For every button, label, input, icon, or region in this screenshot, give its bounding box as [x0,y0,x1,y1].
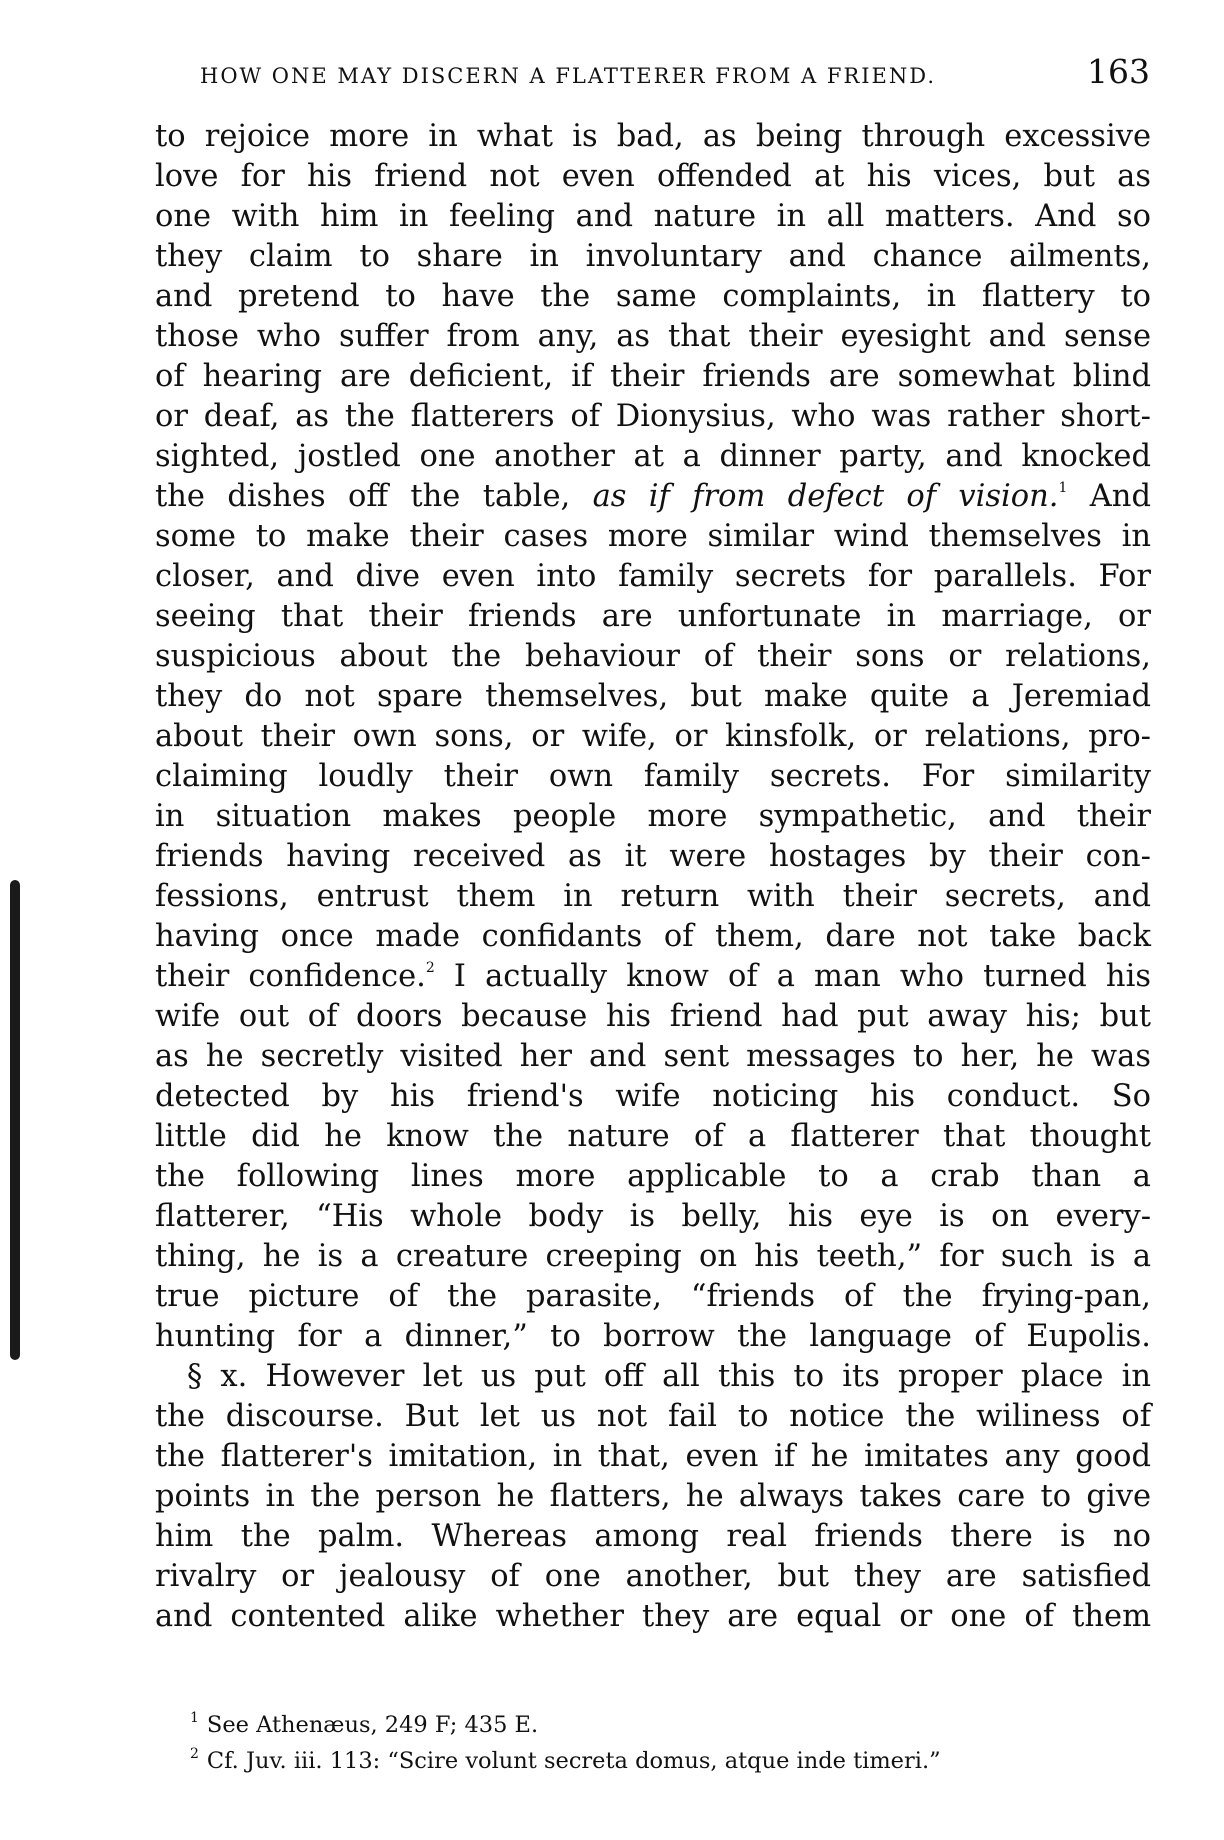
text-line: and contented alike whether they are equal or one of them [155,1599,1151,1634]
text-segment: I actually know of a man who turned his [434,959,1151,994]
text-line: fessions, entrust them in return with their secrets, and [155,879,1151,914]
text-line: the following lines more applicable to a crab than a [155,1159,1151,1194]
footnote-2 [190,1736,1150,1772]
text-line: about their own sons, or wife, or kinsfolk, or relations, pro- [155,719,1151,754]
text-line: thing, he is a creature creeping on his teeth,” for such is a [155,1239,1151,1274]
text-line: to rejoice more in what is bad, as being through excessive [155,119,1151,154]
text-segment: the dishes off the table, [155,479,593,514]
section-start-line: § x. However let us put off all this to its proper place in [187,1359,1151,1394]
text-line: of hearing are deficient, if their friends are somewhat blind [155,359,1151,394]
footnote-mark: 1 [190,1710,199,1726]
text-line: closer, and dive even into family secrets for parallels. For [155,559,1151,594]
text-line: him the palm. Whereas among real friends there is no [155,1519,1151,1554]
page-number: 163 [1087,52,1150,91]
text-line: rivalry or jealousy of one another, but they are satisfied [155,1559,1151,1594]
text-line: flatterer, “His whole body is belly, his eye is on every- [155,1199,1151,1234]
text-line: suspicious about the behaviour of their sons or relations, [155,639,1151,674]
scan-margin-shadow [10,880,20,1360]
text-line: seeing that their friends are unfortunate in marriage, or [155,599,1151,634]
text-line: friends having received as it were hostages by their con- [155,839,1151,874]
text-line: the flatterer's imitation, in that, even if he imitates any good [155,1439,1151,1474]
text-line: or deaf, as the flatterers of Dionysius, who was rather short- [155,399,1151,434]
text-line: claiming loudly their own family secrets. For similarity [155,759,1151,794]
footnote-text: See Athenæus, 249 F; 435 E. [206,1712,539,1738]
text-line [155,957,1151,997]
text-line: wife out of doors because his friend had put away his; but [155,999,1151,1034]
text-line: one with him in feeling and nature in all matters. And so [155,199,1151,234]
text-segment: their confidence. [155,959,426,994]
text-segment: And [1067,479,1151,514]
text-line: as he secretly visited her and sent messages to her, he was [155,1039,1151,1074]
text-line: true picture of the parasite, “friends of the frying-pan, [155,1279,1151,1314]
text-line: having once made confidants of them, dare not take back [155,919,1151,954]
text-line [155,477,1151,517]
body-text [155,117,1151,1637]
footnote-text: Cf. Juv. iii. 113: “Scire volunt secreta domus, atque inde timeri.” [206,1748,941,1774]
footnote-ref-2: 2 [425,960,435,976]
text-line: love for his friend not even offended at his vices, but as [155,159,1151,194]
text-line: some to make their cases more similar wind themselves in [155,519,1151,554]
italic-quote: as if from defect of vision. [592,479,1059,514]
text-line: points in the person he flatters, he always takes care to give [155,1479,1151,1514]
text-line: the discourse. But let us not fail to notice the wiliness of [155,1399,1151,1434]
footnote-mark: 2 [190,1746,199,1762]
text-line: little did he know the nature of a flatterer that thought [155,1119,1151,1154]
footnote-1 [190,1700,1150,1736]
text-line: hunting for a dinner,” to borrow the language of Eupolis. [155,1319,1151,1354]
text-line: and pretend to have the same complaints, in flattery to [155,279,1151,314]
text-line: those who suffer from any, as that their eyesight and sense [155,319,1151,354]
text-line: detected by his friend's wife noticing his conduct. So [155,1079,1151,1114]
running-title: HOW ONE MAY DISCERN A FLATTERER FROM A FRIEND. [200,64,937,88]
footnote-ref-1: 1 [1058,480,1068,496]
footnotes [190,1700,1150,1772]
text-line: they do not spare themselves, but make quite a Jeremiad [155,679,1151,714]
text-line: in situation makes people more sympathetic, and their [155,799,1151,834]
running-header [200,52,1150,102]
text-line: they claim to share in involuntary and chance ailments, [155,239,1151,274]
text-line: sighted, jostled one another at a dinner party, and knocked [155,439,1151,474]
